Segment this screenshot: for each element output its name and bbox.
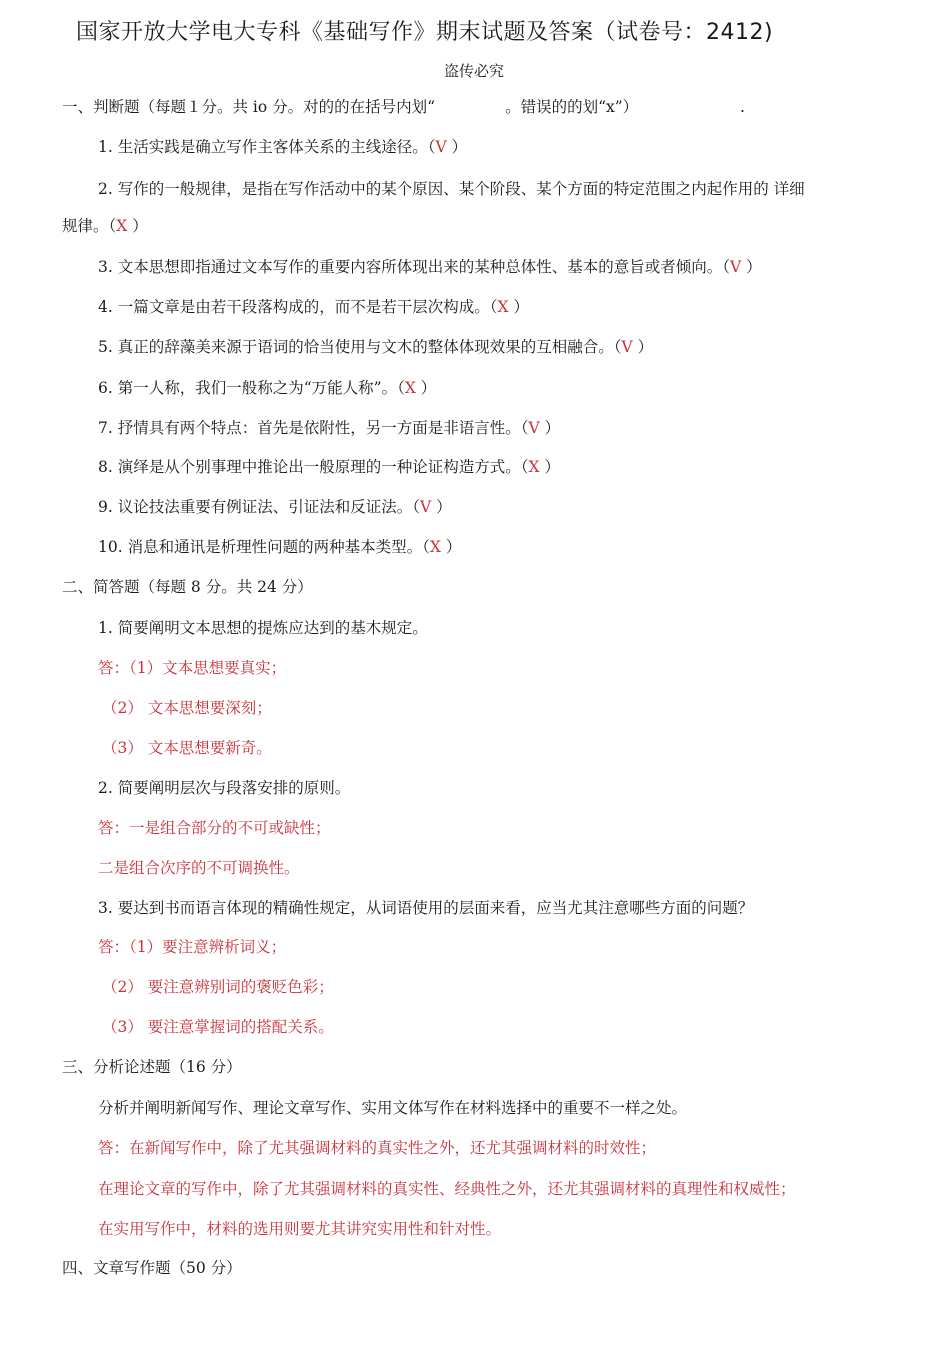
- section1-heading: [62, 96, 638, 118]
- answer-line: （2） 文本思想要深刻；: [102, 699, 272, 717]
- essay-question: 分析并阐明新闻写作、理论文章写作、实用文体写作在材料选择中的重要不一样之处。: [98, 1099, 688, 1117]
- question-item: 5. 真正的辞藻美来源于语词的恰当使用与文木的整体体现效果的互相融合。（V ）: [98, 338, 654, 356]
- question-item: 6. 第一人称，我们一般称之为“万能人称”。（X ）: [98, 379, 437, 397]
- question-item: 3. 文本思想即指通过文本写作的重要内容所体现出来的某种总体性、基本的意旨或者倾向。（V ）: [98, 258, 762, 276]
- answer-mark: X: [404, 379, 416, 397]
- answer-line: 在理论文章的写作中，除了尤其强调材料的真实性、经典性之外，还尤其强调材料的真理性和权威性；: [98, 1180, 796, 1198]
- answer-mark: X: [497, 298, 509, 316]
- question-item-continuation: 规律。（X ）: [62, 217, 148, 235]
- question-item: 10. 消息和通讯是析理性问题的两种基本类型。（X ）: [98, 538, 462, 556]
- answer-mark: V: [528, 419, 540, 437]
- question-item: 8. 演绎是从个别事理中推论出一般原理的一种论证构造方式。（X ）: [98, 458, 560, 476]
- section1-heading-part-b: 。错误的的划“x”）: [505, 98, 639, 116]
- answer-mark: V: [435, 138, 447, 156]
- section1-heading-dot: .: [740, 98, 745, 116]
- question-item: 1. 生活实践是确立写作主客体关系的主线途径。（V ）: [98, 138, 468, 156]
- answer-mark: X: [528, 458, 540, 476]
- answer-mark: X: [116, 217, 128, 235]
- page-subtitle: 盗传必究: [444, 62, 505, 80]
- answer-mark: V: [621, 338, 633, 356]
- short-question: 2. 简要阐明层次与段落安排的原则。: [98, 779, 351, 797]
- answer-line: 二是组合次序的不可调换性。: [98, 859, 300, 877]
- answer-line: 答：在新闻写作中，除了尤其强调材料的真实性之外，还尤其强调材料的时效性；: [98, 1139, 657, 1157]
- question-item: 7. 抒情具有两个特点：首先是依附性，另一方面是非语言性。（V ）: [98, 419, 561, 437]
- answer-line: 答：一是组合部分的不可或缺性；: [98, 819, 331, 837]
- question-item: 4. 一篇文章是由若干段落构成的，而不是若干层次构成。（X ）: [98, 298, 529, 316]
- section1-heading-part-a: 一、判断题（每题１分。共 io 分。对的的在括号内划“: [62, 98, 436, 116]
- short-question: 3. 要达到书而语言体现的精确性规定，从词语使用的层面来看，应当尤其注意哪些方面的问题？: [98, 899, 754, 917]
- page-title: 国家开放大学电大专科《基础写作》期末试题及答案（试卷号：2412): [76, 20, 774, 45]
- answer-mark: X: [429, 538, 441, 556]
- answer-line: 答：（1）文本思想要真实；: [98, 659, 287, 677]
- answer-line: （3） 文本思想要新奇。: [102, 739, 272, 757]
- question-item: 2. 写作的一般规律，是指在写作活动中的某个原因、某个阶段、某个方面的特定范围之内起作用的 详细: [98, 180, 805, 198]
- section2-heading: 二、简答题（每题 8 分。共 24 分）: [62, 578, 313, 596]
- answer-mark: V: [729, 258, 742, 276]
- answer-line: （3） 要注意掌握词的搭配关系。: [102, 1018, 334, 1036]
- question-item: 9. 议论技法重要有例证法、引证法和反证法。（V ）: [98, 498, 452, 516]
- section3-heading: 三、分析论述题（16 分）: [62, 1058, 242, 1076]
- answer-line: （2） 要注意辨别词的褒贬色彩；: [102, 978, 334, 996]
- answer-line: 答：（1）要注意辨析词义；: [98, 938, 287, 956]
- section4-heading: 四、文章写作题（50 分）: [62, 1259, 242, 1277]
- answer-mark: V: [419, 498, 432, 516]
- answer-line: 在实用写作中，材料的选用则要尤其讲究实用性和针对性。: [98, 1220, 502, 1238]
- short-question: 1. 简要阐明文本思想的提炼应达到的基木规定。: [98, 619, 428, 637]
